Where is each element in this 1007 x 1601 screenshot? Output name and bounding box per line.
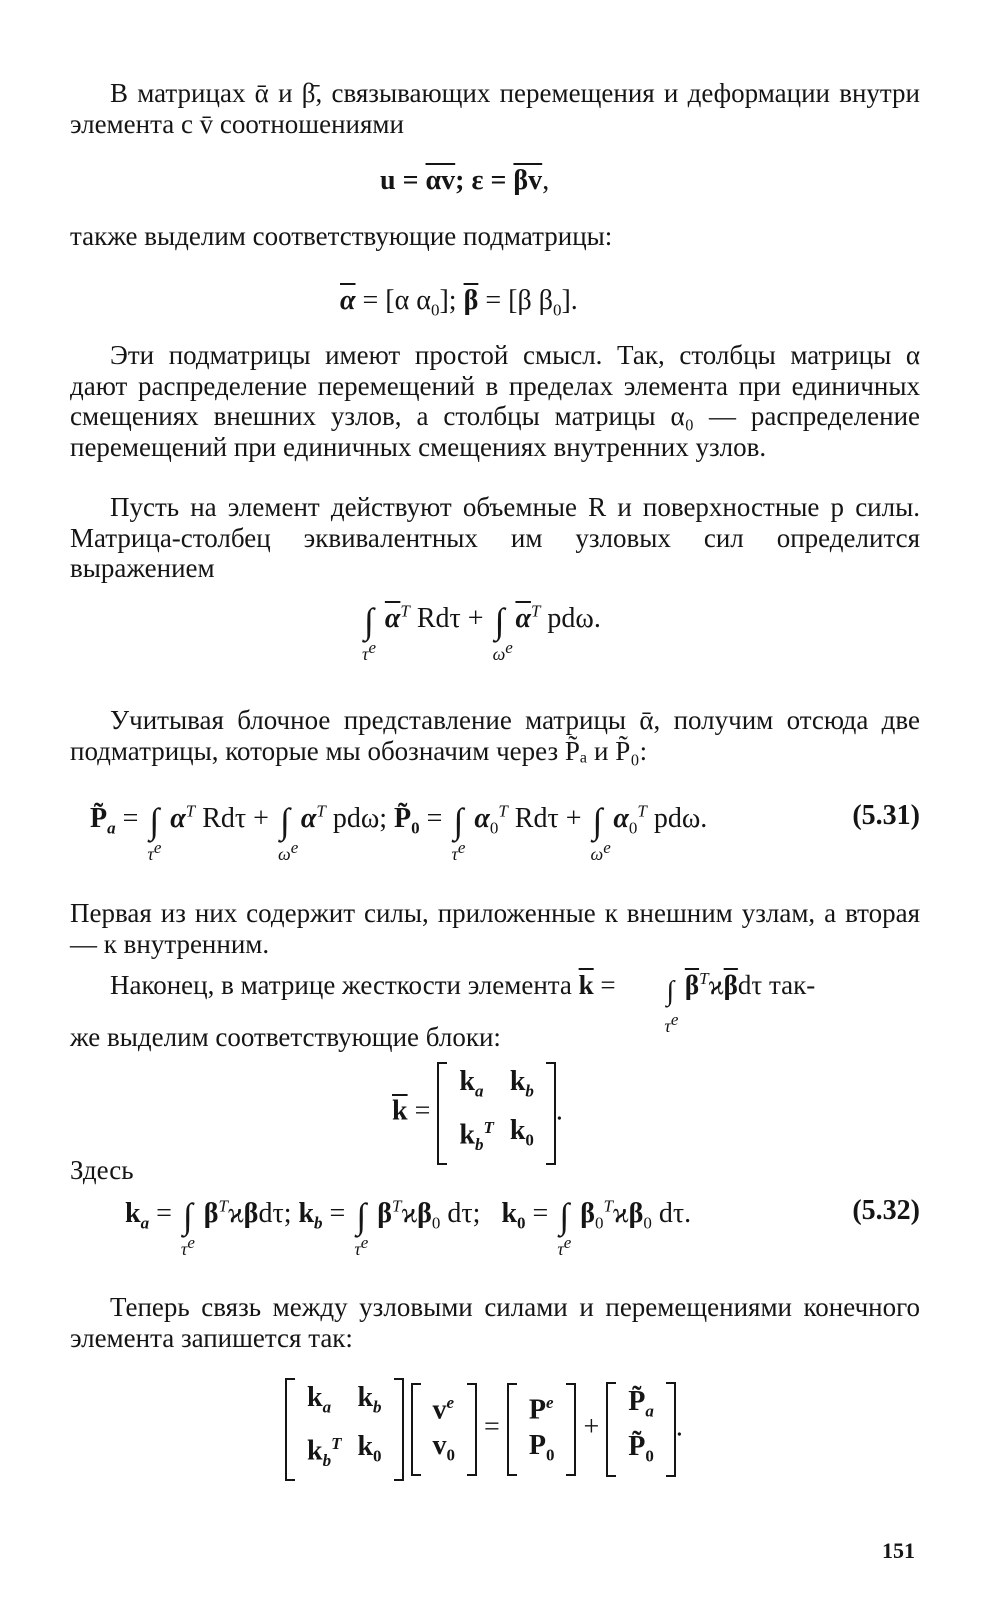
paragraph-submatrices: также выделим соответствующие подматрицы: [70,221,613,251]
equation-alpha-beta-blocks: $\overline{\alpha} = [\alpha$ $\alpha_0$]; $\overline{\beta} = [\beta$ $\beta_0$]. [340,285,578,320]
force-vector: $P^e$ $P_0$ [507,1383,577,1476]
equation-nodal-forces: ∫ $\tau^e$ $\overline{\alpha}^T$ Rdτ + ∫ $\omega^e$ $\overline{\alpha}^T$ pdω. [362,601,601,664]
equation-k-matrix: $\overline{k}$ = $k_a$ $k_b$ $k_b^T$ $k_0$ . [392,1062,563,1165]
paragraph-matrices-intro: В матрицах ᾱ и β̄, связывающих перемещения и деформации внутри элемента с v̄ соотношениями [70,78,920,139]
paragraph-here: Здесь [70,1155,134,1185]
integral-sign: ∫ $\tau^e$ [362,601,376,664]
paragraph-first-of-them: Первая из них содержит силы, приложенные к внешним узлам, а вторая — к внутренним. [70,898,920,959]
paragraph-blocks: же выделим соответствующие блоки: [70,1022,501,1052]
displacement-vector: $v^e$ $v_0$ [411,1383,478,1476]
paragraph-block-representation: Учитывая блочное представление матрицы ᾱ, получим отсюда две подматрицы, которые мы обозначим через P̃ₐ и P̃₀: [70,705,920,766]
equation-final-system: $k_a$ $k_b$ $k_b^T$ $k_0$ $v^e$ $v_0$ = $P^e$ $P_0$ + $P̃_a$ $P̃_0$ . [285,1378,683,1481]
equation-5-31: $P̃_a$ = ∫ $\tau^e$ $\alpha^T$ Rdτ + ∫ $\omega^e$ $\alpha^T$ pdω; $P̃_0$ = ∫ $\tau^e$ $\alpha_0^T$ Rdτ + ∫ $\omega^e$ $\alpha_0^T$ pdω. (5.31) [90,800,920,864]
equation-5-32: $k_a$ = ∫ $\tau^e$ $\beta^Tϰ\beta d\tau$; $k_b$ = ∫ $\tau^e$ $\beta^Tϰ\beta_0$ dτ; $k_0$ = ∫ $\tau^e$ $\beta_0^Tϰ\beta_0$ dτ. (5.32) [125,1195,920,1259]
equation-u-eps: $u = \overline{\alpha v}$; $\varepsilon = \overline{\beta v}$, [380,165,550,196]
page-number: 151 [882,1538,915,1563]
k-block-matrix: $k_a$ $k_b$ $k_b^T$ $k_0$ [437,1062,556,1165]
paragraph-meaning: Эти подматрицы имеют простой смысл. Так, столбцы матрицы α дают распределение перемещений в пределах элемента при единичных смещениях внешних узлов, а столбцы матрицы α₀ — распределение перемещений при единичных смещениях внутренних узлов. [70,340,920,462]
integral-sign: ∫ $\omega^e$ [492,601,513,664]
stiffness-block-matrix: $k_a$ $k_b$ $k_b^T$ $k_0$ [285,1378,404,1481]
equivalent-force-vector: $P̃_a$ $P̃_0$ [606,1382,676,1477]
paragraph-stiffness: Наконец, в матрице жесткости элемента $\overline{k}$ = ∫ $\tau^e$ $\overline{\beta}^Tϰ\overline{\beta}d\tau$ так- [110,969,816,1036]
paragraph-forces: Пусть на элемент действуют объемные R и поверхностные p силы. Матрица-столбец эквивалентных им узловых сил определится выражением [70,492,920,583]
paragraph-relation: Теперь связь между узловыми силами и перемещениями конечного элемента запишется так: [70,1292,920,1353]
